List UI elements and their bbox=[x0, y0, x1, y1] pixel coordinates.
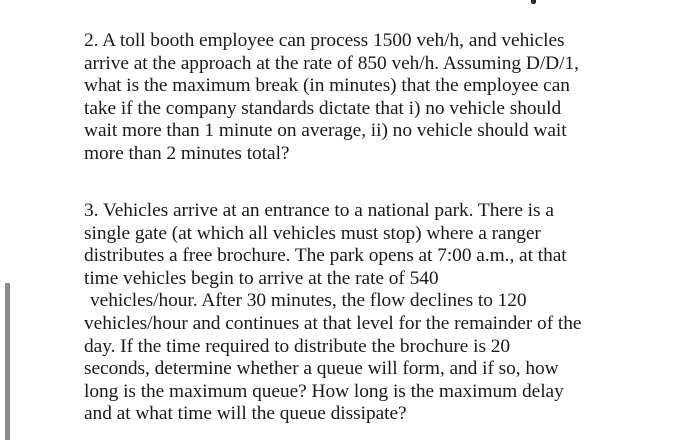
problem-3-line: 3. Vehicles arrive at an entrance to a national park. There is a bbox=[84, 200, 554, 221]
problem-3-line: long is the maximum queue? How long is the maximum delay bbox=[84, 380, 564, 402]
problem-3-line: vehicles/hour. After 30 minutes, the flow declines to 120 bbox=[90, 290, 527, 312]
problem-2-line: more than 2 minutes total? bbox=[84, 142, 290, 164]
scrollbar-edge bbox=[5, 283, 10, 440]
problem-3-line: vehicles/hour and continues at that level for the remainder of the bbox=[84, 312, 582, 334]
cropped-previous-text bbox=[82, 0, 642, 8]
problem-2-text bbox=[84, 30, 624, 166]
problem-2-line: 2. A toll booth employee can process 1500 veh/h, and vehicles bbox=[84, 30, 565, 51]
problem-2-line: arrive at the approach at the rate of 850 veh/h. Assuming D/D/1, bbox=[84, 52, 579, 74]
problem-3-line: single gate (at which all vehicles must stop) where a ranger bbox=[84, 222, 541, 244]
problem-2-line: what is the maximum break (in minutes) that the employee can bbox=[84, 75, 570, 97]
problem-3-line: distributes a free brochure. The park opens at 7:00 a.m., at that bbox=[84, 245, 567, 267]
text-fragment bbox=[531, 0, 536, 4]
problem-3-line: day. If the time required to distribute the brochure is 20 bbox=[84, 335, 511, 357]
problem-2-line: take if the company standards dictate that i) no vehicle should bbox=[84, 97, 562, 119]
problem-3-line: seconds, determine whether a queue will form, and if so, how bbox=[84, 358, 559, 380]
problem-3-text bbox=[84, 200, 624, 426]
problem-3-line: time vehicles begin to arrive at the rate of 540 bbox=[84, 267, 439, 289]
problem-2-line: wait more than 1 minute on average, ii) no vehicle should wait bbox=[84, 120, 567, 142]
problem-3-line: and at what time will the queue dissipate? bbox=[84, 403, 407, 425]
